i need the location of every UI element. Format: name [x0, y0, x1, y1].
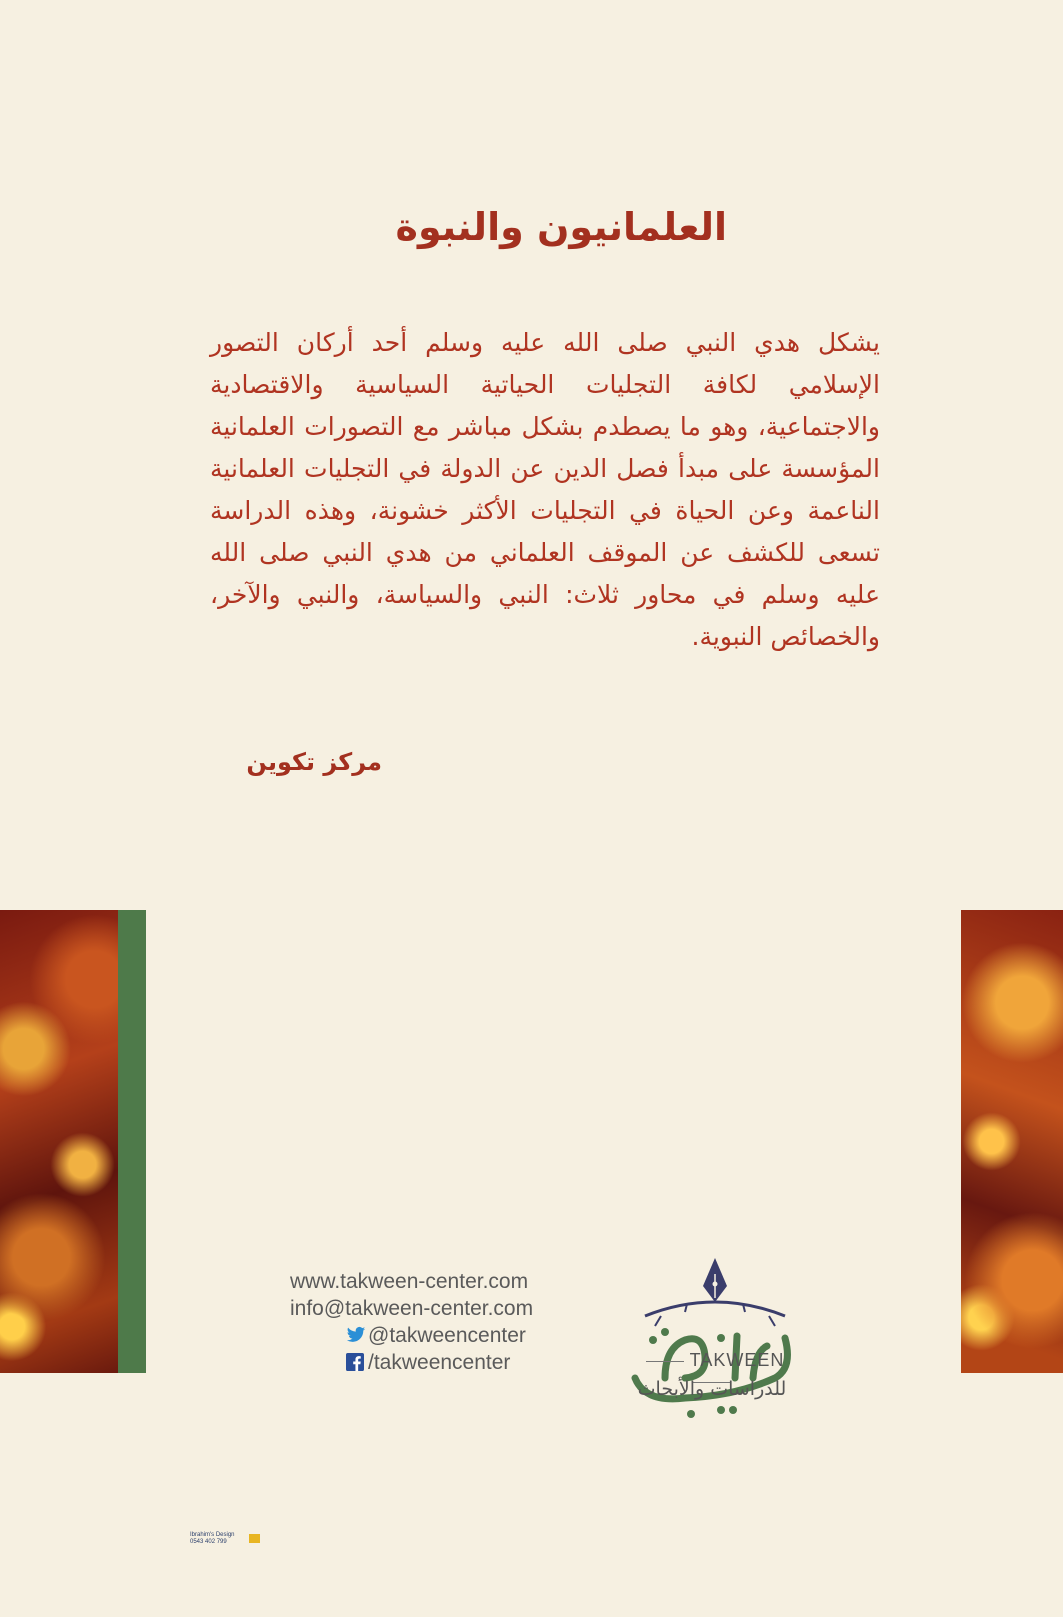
green-stripe — [118, 910, 146, 1373]
designer-phone: 0543 402 799 — [190, 1539, 227, 1545]
designer-name: Ibrahim's Design — [190, 1532, 235, 1538]
twitter-handle: @takweencenter — [368, 1324, 526, 1347]
facebook-row[interactable] — [290, 1349, 590, 1376]
decorative-art-right — [961, 910, 1063, 1373]
publisher-name: مركز تكوين — [246, 748, 382, 776]
twitter-icon — [346, 1324, 366, 1342]
website-link[interactable]: www.takween-center.com — [290, 1270, 529, 1293]
contact-info — [290, 1268, 590, 1376]
designer-credit — [190, 1532, 260, 1552]
rule-left — [646, 1361, 684, 1362]
logo-subtitle: للدراسات والأبحاث — [637, 1378, 787, 1400]
facebook-handle: /takweencenter — [368, 1351, 511, 1374]
logo-latin-text: TAKWEEN — [689, 1350, 785, 1370]
designer-logo-mark — [249, 1534, 260, 1543]
facebook-icon — [346, 1351, 366, 1369]
book-description: يشكل هدي النبي صلى الله عليه وسلم أحد أركان التصور الإسلامي لكافة التجليات الحياتية السياسية والاقتصادية والاجتماعية، وهو ما يصطدم بشكل مباشر مع التصورات العلمانية المؤسسة على مبدأ فصل الدين عن الدولة في التجليات العلمانية الناعمة وعن الحياة في التجليات الأكثر خشونة، وهذه الدراسة تسعى للكشف عن الموقف العلماني من هدي النبي صلى الله عليه وسلم في محاور ثلاث: النبي والسياسة، والنبي والآخر، والخصائص النبوية. — [210, 328, 880, 651]
decorative-art-left — [0, 910, 118, 1373]
twitter-row[interactable] — [290, 1322, 590, 1349]
book-title: العلمانيون والنبوة — [395, 205, 727, 249]
email-link[interactable]: info@takween-center.com — [290, 1297, 534, 1320]
